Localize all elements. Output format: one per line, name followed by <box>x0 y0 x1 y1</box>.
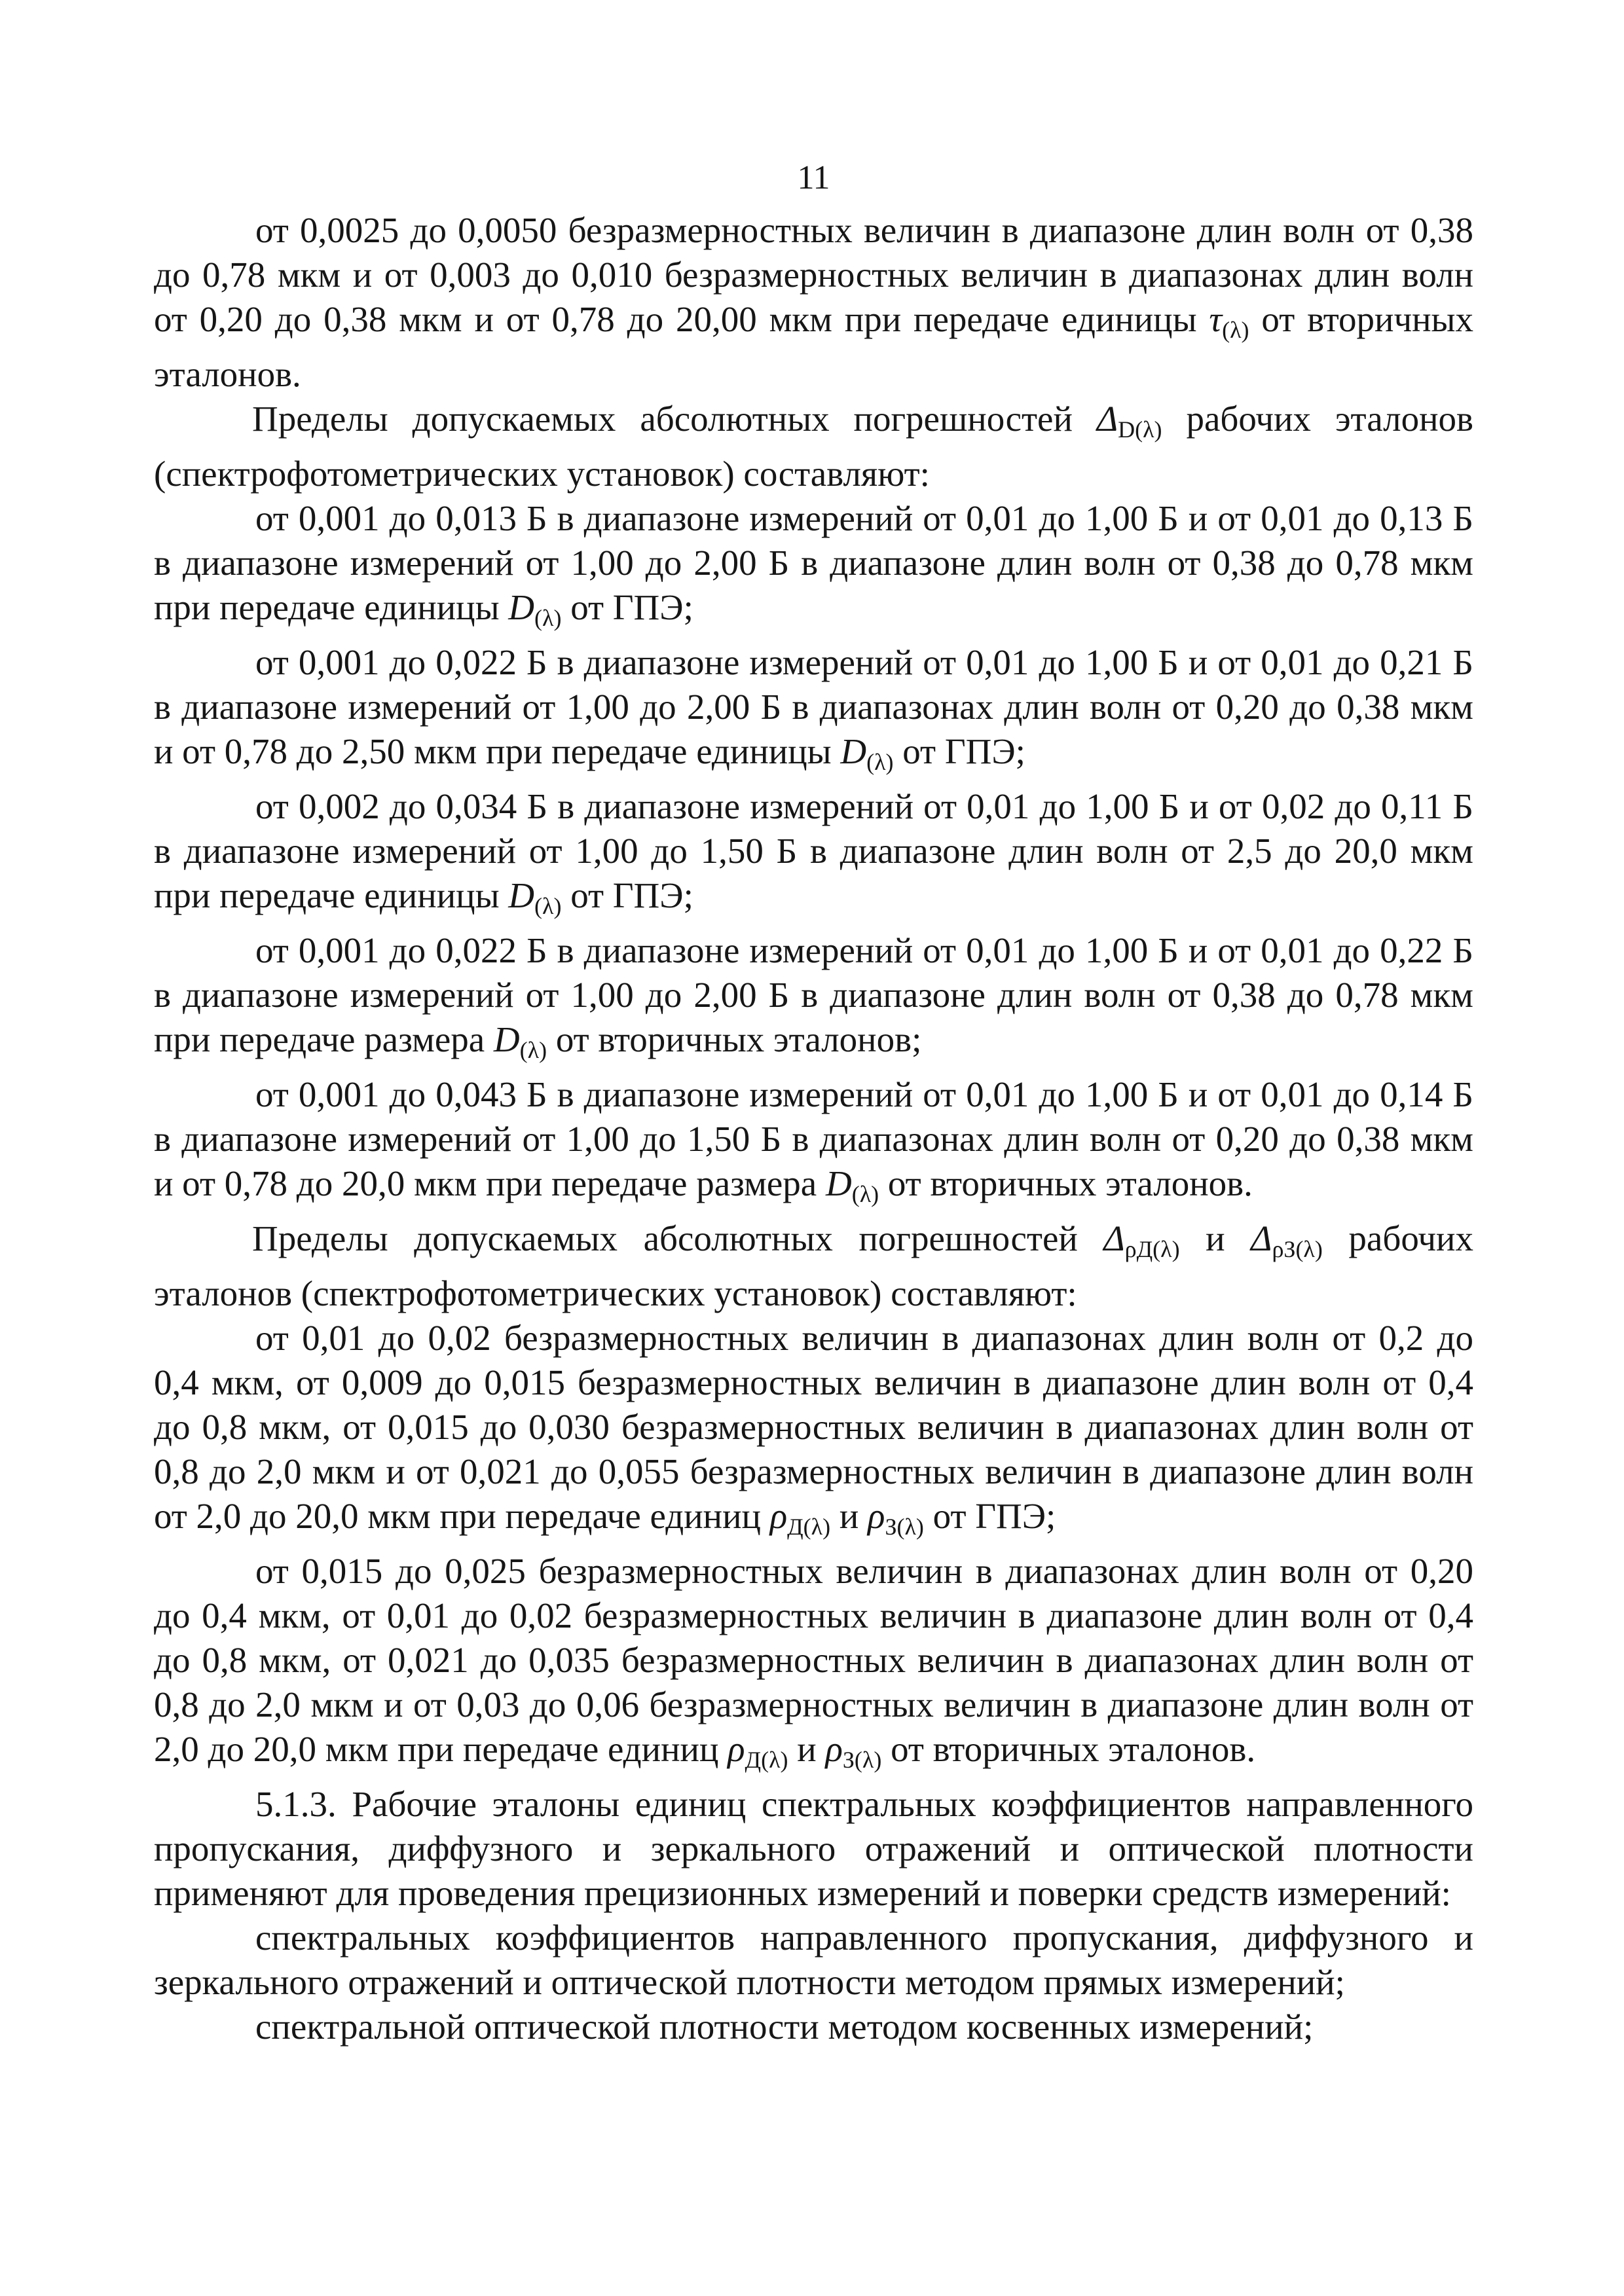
paragraph-density-error-intro: Пределы допускаемых абсолютных погрешностей $\Delta_{D(\lambda)}$ рабочих эталонов (спектрофотометрических установок) составляют: <box>154 399 1473 494</box>
paragraph-direct-measurement: спектральных коэффициентов направленного пропускания, диффузного и зеркального отражений и оптической плотности методом прямых измерений; <box>154 1918 1473 2002</box>
symbol-rho-d: $\rho_{Д(\lambda)}$ <box>769 1496 831 1540</box>
symbol-d: $D_{(\lambda)}$ <box>840 731 894 775</box>
symbol-rho-z: $\rho_{З(\lambda)}$ <box>825 1729 882 1773</box>
symbol-delta-rho-d: $\Delta_{\rho Д(\lambda)}$ <box>1103 1218 1180 1262</box>
paragraph-reflectance-range-1: от 0,01 до 0,02 безразмерностных величин в диапазонах длин волн от 0,2 до 0,4 мкм, от 0,009 до 0,015 безразмерностных величин в диапазоне длин волн от 0,4 до 0,8 мкм, от 0,015 до 0,030 безразмерностных величин в диапазонах длин волн от 0,8 до 2,0 мкм и от 0,021 до 0,055 безразмерностных величин в диапазоне длин волн от 2,0 до 20,0 мкм при передаче единиц $\rho_{Д(\lambda)}$ и $\rho_{З(\lambda)}$ от ГПЭ; <box>154 1318 1473 1540</box>
page-number: 11 <box>797 159 830 196</box>
symbol-tau: $\tau_{(\lambda)}$ <box>1209 299 1249 343</box>
paragraph-section-5-1-3: 5.1.3. Рабочие эталоны единиц спектральных коэффициентов направленного пропускания, диффузного и зеркального отражений и оптической плотности применяют для проведения прецизионных измерений и поверки средств измерений: <box>154 1784 1473 1913</box>
symbol-d: $D_{(\lambda)}$ <box>508 875 562 919</box>
symbol-rho-z: $\rho_{З(\lambda)}$ <box>868 1496 924 1540</box>
paragraph-indirect-measurement: спектральной оптической плотности методом косвенных измерений; <box>255 2007 1314 2047</box>
symbol-d: $D_{(\lambda)}$ <box>508 587 562 631</box>
symbol-rho-d: $\rho_{Д(\lambda)}$ <box>728 1729 788 1773</box>
paragraph-transmission-secondary: от 0,0025 до 0,0050 безразмерностных величин в диапазоне длин волн от 0,38 до 0,78 мкм и от 0,003 до 0,010 безразмерностных величин в диапазонах длин волн от 0,20 до 0,38 мкм и от 0,78 до 20,00 мкм при передаче единицы $\tau_{(\lambda)}$ от вторичных эталонов. <box>154 210 1473 394</box>
paragraph-density-range-5: от 0,001 до 0,043 Б в диапазоне измерений от 0,01 до 1,00 Б и от 0,01 до 0,14 Б в диапазоне измерений от 1,00 до 1,50 Б в диапазонах длин волн от 0,20 до 0,38 мкм и от 0,78 до 20,0 мкм при передаче размера $D_{(\lambda)}$ от вторичных эталонов. <box>154 1074 1473 1207</box>
paragraph-reflectance-range-2: от 0,015 до 0,025 безразмерностных величин в диапазонах длин волн от 0,20 до 0,4 мкм, от 0,01 до 0,02 безразмерностных величин в диапазоне длин волн от 0,4 до 0,8 мкм, от 0,021 до 0,035 безразмерностных величин в диапазонах длин волн от 0,8 до 2,0 мкм и от 0,03 до 0,06 безразмерностных величин в диапазоне длин волн от 2,0 до 20,0 мкм при передаче единиц $\rho_{Д(\lambda)}$ и $\rho_{З(\lambda)}$ от вторичных эталонов. <box>154 1551 1473 1773</box>
symbol-delta-d: $\Delta_{D(\lambda)}$ <box>1096 399 1162 443</box>
paragraph-density-range-1: от 0,001 до 0,013 Б в диапазоне измерений от 0,01 до 1,00 Б и от 0,01 до 0,13 Б в диапазоне измерений от 1,00 до 2,00 Б в диапазоне длин волн от 0,38 до 0,78 мкм при передаче единицы $D_{(\lambda)}$ от ГПЭ; <box>154 498 1473 631</box>
symbol-d: $D_{(\lambda)}$ <box>825 1163 879 1207</box>
symbol-d: $D_{(\lambda)}$ <box>493 1019 547 1063</box>
paragraph-density-range-3: от 0,002 до 0,034 Б в диапазоне измерений от 0,01 до 1,00 Б и от 0,02 до 0,11 Б в диапазоне измерений от 1,00 до 1,50 Б в диапазоне длин волн от 2,5 до 20,0 мкм при передаче единицы $D_{(\lambda)}$ от ГПЭ; <box>154 786 1473 919</box>
paragraph-density-range-4: от 0,001 до 0,022 Б в диапазоне измерений от 0,01 до 1,00 Б и от 0,01 до 0,22 Б в диапазоне измерений от 1,00 до 2,00 Б в диапазоне длин волн от 0,38 до 0,78 мкм при передаче размера $D_{(\lambda)}$ от вторичных эталонов; <box>154 930 1473 1063</box>
paragraph-reflectance-error-intro: Пределы допускаемых абсолютных погрешностей $\Delta_{\rho Д(\lambda)}$ и $\Delta_{\rho З(\lambda)}$ рабочих эталонов (спектрофотометрических установок) составляют: <box>154 1218 1473 1313</box>
symbol-delta-rho-z: $\Delta_{\rho З(\lambda)}$ <box>1251 1218 1323 1262</box>
paragraph-density-range-2: от 0,001 до 0,022 Б в диапазоне измерений от 0,01 до 1,00 Б и от 0,01 до 0,21 Б в диапазоне измерений от 1,00 до 2,00 Б в диапазонах длин волн от 0,20 до 0,38 мкм и от 0,78 до 2,50 мкм при передаче единицы $D_{(\lambda)}$ от ГПЭ; <box>154 642 1473 775</box>
